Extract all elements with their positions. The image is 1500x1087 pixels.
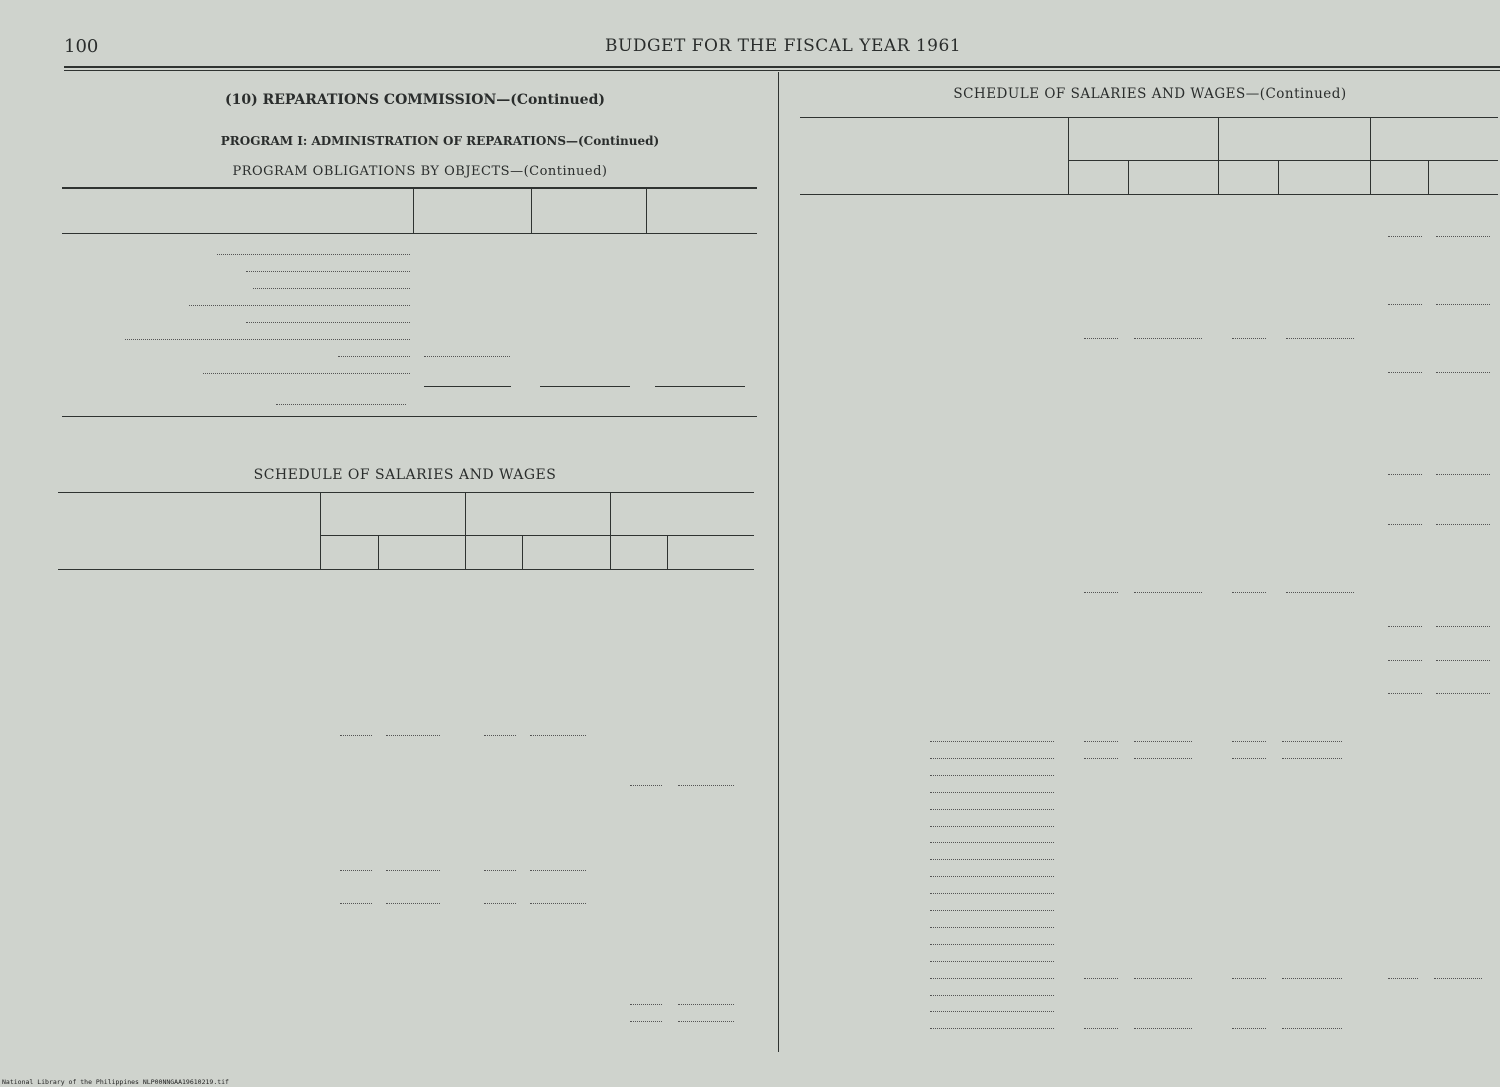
- empty-cell-dots: [1134, 977, 1192, 979]
- empty-cell-dots: [1084, 337, 1118, 339]
- table-rule: [655, 386, 745, 387]
- empty-cell-dots: [1134, 337, 1202, 339]
- table-divider: [646, 188, 647, 233]
- table-divider: [320, 492, 321, 570]
- empty-cell-dots: [338, 355, 410, 357]
- empty-cell-dots: [930, 808, 1054, 810]
- empty-cell-dots: [1134, 1027, 1192, 1029]
- header-rule: [64, 66, 1500, 68]
- empty-cell-dots: [930, 909, 1054, 911]
- header-rule-thin: [64, 70, 1500, 71]
- column-divider: [778, 72, 779, 1052]
- empty-cell-dots: [1232, 1027, 1266, 1029]
- empty-cell-dots: [930, 841, 1054, 843]
- empty-cell-dots: [930, 926, 1054, 928]
- program-title: PROGRAM I: ADMINISTRATION OF REPARATIONS—(Continued): [220, 134, 660, 148]
- empty-cell-dots: [930, 825, 1054, 827]
- empty-cell-dots: [930, 977, 1054, 979]
- empty-cell-dots: [930, 774, 1054, 776]
- table-divider: [1068, 117, 1069, 195]
- table-divider: [1278, 161, 1279, 195]
- table-rule: [62, 416, 757, 417]
- empty-cell-dots: [1434, 977, 1482, 979]
- table-rule: [320, 535, 754, 536]
- empty-cell-dots: [1134, 591, 1202, 593]
- table-rule: [58, 569, 754, 570]
- empty-cell-dots: [217, 253, 410, 255]
- table-divider: [413, 188, 414, 233]
- empty-cell-dots: [1436, 303, 1490, 305]
- empty-cell-dots: [1286, 337, 1354, 339]
- empty-cell-dots: [1388, 303, 1422, 305]
- empty-cell-dots: [930, 892, 1054, 894]
- empty-cell-dots: [125, 338, 410, 340]
- empty-cell-dots: [630, 1020, 662, 1022]
- empty-cell-dots: [930, 994, 1054, 996]
- empty-cell-dots: [930, 960, 1054, 962]
- empty-cell-dots: [1388, 235, 1422, 237]
- empty-cell-dots: [1388, 625, 1422, 627]
- table-rule: [540, 386, 630, 387]
- empty-cell-dots: [1282, 1027, 1342, 1029]
- empty-cell-dots: [386, 869, 440, 871]
- table-rule: [424, 386, 511, 387]
- empty-cell-dots: [203, 372, 410, 374]
- table-rule: [800, 117, 1498, 118]
- empty-cell-dots: [1388, 977, 1418, 979]
- table-divider: [522, 536, 523, 570]
- empty-cell-dots: [1134, 740, 1192, 742]
- empty-cell-dots: [484, 869, 516, 871]
- empty-cell-dots: [1084, 740, 1118, 742]
- table-rule: [62, 233, 757, 234]
- empty-cell-dots: [678, 1003, 734, 1005]
- table-divider: [465, 492, 466, 570]
- empty-cell-dots: [630, 1003, 662, 1005]
- empty-cell-dots: [1286, 591, 1354, 593]
- empty-cell-dots: [246, 321, 411, 323]
- empty-cell-dots: [930, 943, 1054, 945]
- section-title: (10) REPARATIONS COMMISSION—(Continued): [224, 92, 606, 108]
- empty-cell-dots: [1232, 591, 1266, 593]
- running-head: BUDGET FOR THE FISCAL YEAR 1961: [605, 36, 962, 56]
- empty-cell-dots: [1436, 473, 1490, 475]
- empty-cell-dots: [1084, 591, 1118, 593]
- empty-cell-dots: [340, 869, 372, 871]
- scan-footer: National Library of the Philippines NLP00NNGAA19610219.tif: [2, 1078, 229, 1086]
- empty-cell-dots: [386, 902, 440, 904]
- empty-cell-dots: [1436, 625, 1490, 627]
- empty-cell-dots: [1134, 757, 1192, 759]
- table-rule: [58, 492, 754, 493]
- empty-cell-dots: [484, 734, 516, 736]
- empty-cell-dots: [1436, 523, 1490, 525]
- empty-cell-dots: [1232, 337, 1266, 339]
- empty-cell-dots: [1388, 659, 1422, 661]
- table-divider: [531, 188, 532, 233]
- empty-cell-dots: [1388, 473, 1422, 475]
- empty-cell-dots: [930, 740, 1054, 742]
- empty-cell-dots: [530, 869, 586, 871]
- empty-cell-dots: [1084, 1027, 1118, 1029]
- empty-cell-dots: [930, 858, 1054, 860]
- empty-cell-dots: [678, 784, 734, 786]
- empty-cell-dots: [530, 734, 586, 736]
- table-divider: [1370, 117, 1371, 195]
- empty-cell-dots: [930, 791, 1054, 793]
- schedule-title: SCHEDULE OF SALARIES AND WAGES: [253, 467, 557, 483]
- empty-cell-dots: [930, 875, 1054, 877]
- empty-cell-dots: [1282, 757, 1342, 759]
- table-divider: [1218, 117, 1219, 195]
- right-schedule-title: SCHEDULE OF SALARIES AND WAGES—(Continued): [953, 86, 1347, 102]
- empty-cell-dots: [630, 784, 662, 786]
- table-divider: [667, 536, 668, 570]
- empty-cell-dots: [276, 403, 406, 405]
- page-number: 100: [64, 36, 99, 57]
- empty-cell-dots: [386, 734, 440, 736]
- empty-cell-dots: [253, 287, 410, 289]
- empty-cell-dots: [1282, 977, 1342, 979]
- empty-cell-dots: [1436, 692, 1490, 694]
- empty-cell-dots: [1232, 977, 1266, 979]
- empty-cell-dots: [1388, 371, 1422, 373]
- table-divider: [610, 492, 611, 570]
- empty-cell-dots: [530, 902, 586, 904]
- empty-cell-dots: [930, 1010, 1054, 1012]
- empty-cell-dots: [1388, 523, 1422, 525]
- empty-cell-dots: [1084, 757, 1118, 759]
- table-divider: [378, 536, 379, 570]
- empty-cell-dots: [678, 1020, 734, 1022]
- empty-cell-dots: [484, 902, 516, 904]
- empty-cell-dots: [930, 1027, 1054, 1029]
- empty-cell-dots: [246, 270, 411, 272]
- table-divider: [1428, 161, 1429, 195]
- empty-cell-dots: [424, 355, 510, 357]
- empty-cell-dots: [1436, 235, 1490, 237]
- empty-cell-dots: [1084, 977, 1118, 979]
- empty-cell-dots: [930, 757, 1054, 759]
- table-rule: [1068, 160, 1498, 161]
- empty-cell-dots: [1232, 740, 1266, 742]
- empty-cell-dots: [340, 902, 372, 904]
- table-divider: [1128, 161, 1129, 195]
- empty-cell-dots: [189, 304, 410, 306]
- empty-cell-dots: [1282, 740, 1342, 742]
- empty-cell-dots: [1232, 757, 1266, 759]
- empty-cell-dots: [1436, 659, 1490, 661]
- empty-cell-dots: [1436, 371, 1490, 373]
- table-rule: [800, 194, 1498, 195]
- empty-cell-dots: [1388, 692, 1422, 694]
- table-rule: [62, 187, 757, 189]
- empty-cell-dots: [340, 734, 372, 736]
- obligations-title: PROGRAM OBLIGATIONS BY OBJECTS—(Continued): [232, 164, 608, 179]
